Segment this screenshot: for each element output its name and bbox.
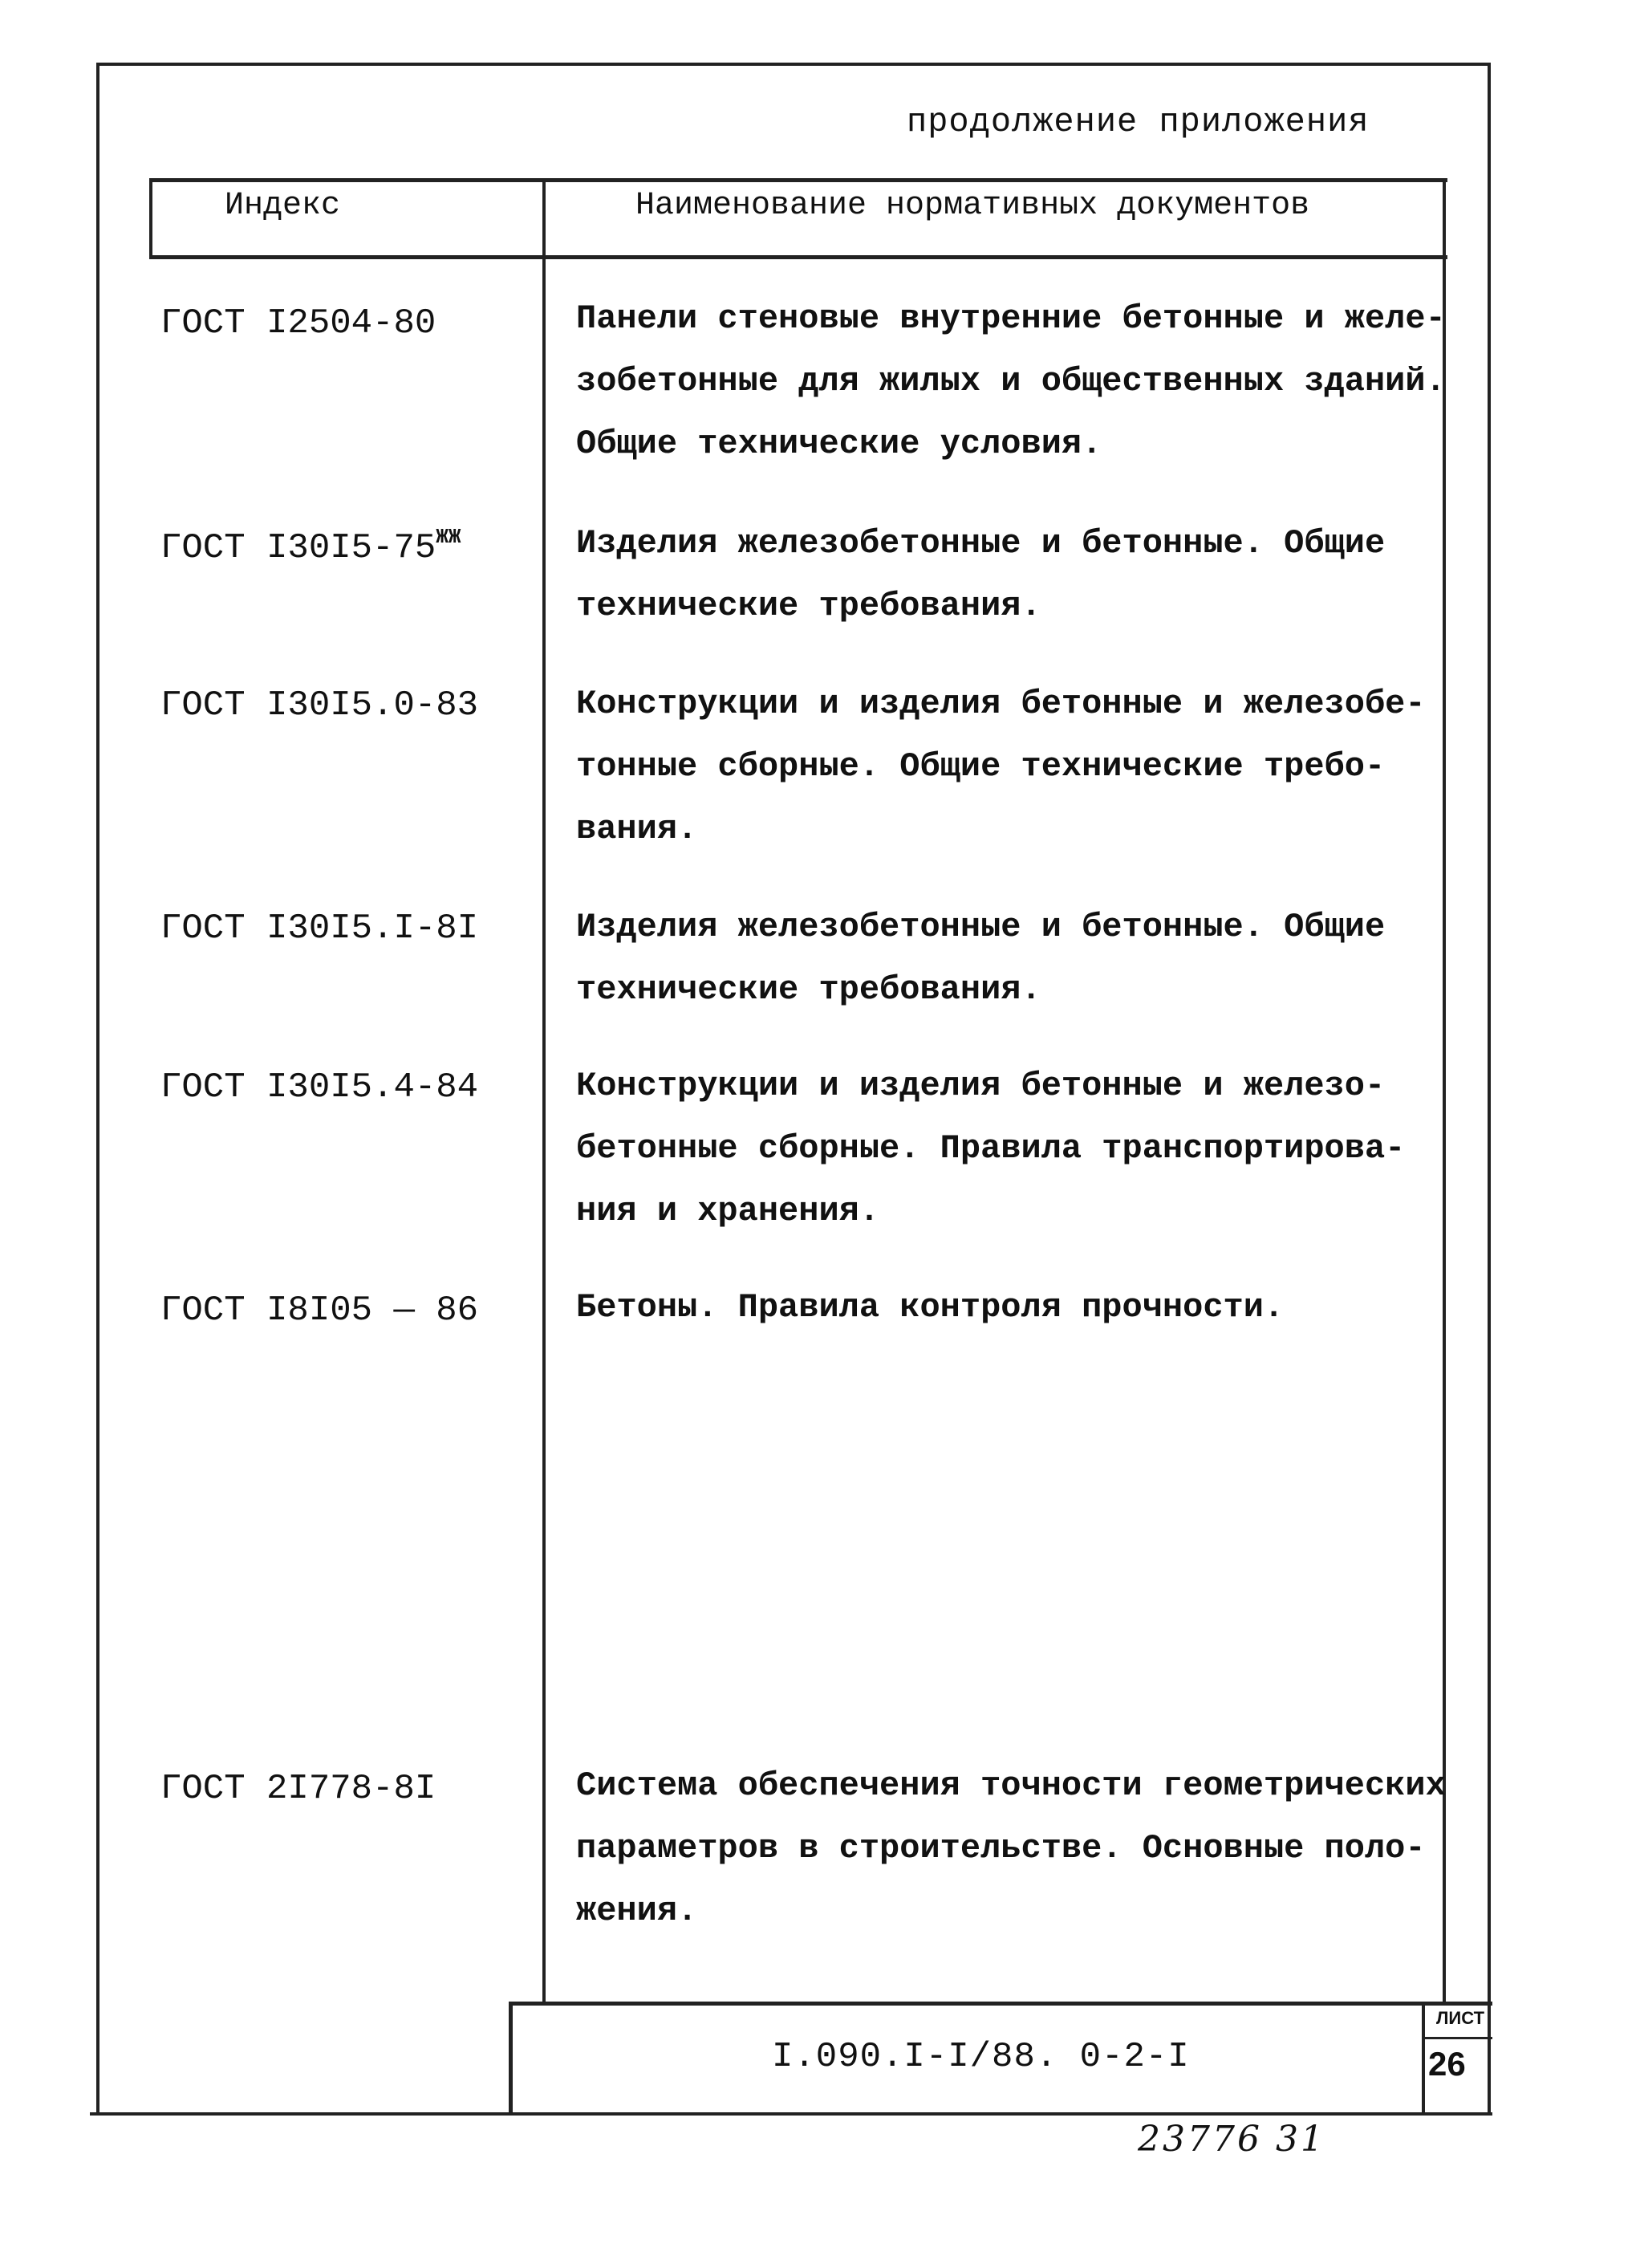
row-description-5: Конструкции и изделия бетонные и железо- бетонные сборные. Правила транспортирова- ния и хранения.: [576, 1067, 1406, 1230]
sheet-label: ЛИСТ: [1436, 2008, 1485, 2028]
row-index-6: ГОСТ I8I05 — 86: [160, 1290, 479, 1331]
row-index-1: ГОСТ I2504-80: [160, 303, 436, 343]
sheet-number: 26: [1428, 2045, 1466, 2083]
continuation-heading: продолжение приложения: [907, 103, 1370, 141]
table-column-divider: [542, 178, 546, 2005]
table-top-border: [149, 178, 1447, 182]
row-index-5: ГОСТ I30I5.4-84: [160, 1067, 479, 1108]
column-header-name: Наименование нормативных документов: [635, 188, 1310, 224]
sheet-cell-divider: [1422, 2037, 1492, 2039]
handwritten-note: 23776 31: [1138, 2119, 1325, 2160]
row-index-2: ГОСТ $I30I5-75^{ЖЖ}$: [160, 525, 461, 568]
row-description-4: Изделия железобетонные и бетонные. Общие технические требования.: [576, 908, 1386, 1009]
row-description-2: Изделия железобетонные и бетонные. Общие технические требования.: [576, 524, 1386, 625]
table-header-border: [149, 255, 1447, 259]
row-description-7: Система обеспечения точности геометрических параметров в строительстве. Основные поло- жения.: [576, 1766, 1446, 1930]
row-description-3: Конструкции и изделия бетонные и железобе- тонные сборные. Общие технические требо- вания.: [576, 685, 1426, 848]
title-block-separator: [1422, 2002, 1425, 2116]
row-description-6: Бетоны. Правила контроля прочности.: [576, 1288, 1285, 1327]
table-left-border: [149, 178, 152, 258]
row-index-4: ГОСТ I30I5.I-8I: [160, 908, 479, 949]
document-code: I.090.I-I/88. 0-2-I: [772, 2037, 1190, 2077]
column-header-index: Индекс: [225, 188, 341, 224]
row-index-superscript: ЖЖ: [436, 525, 461, 549]
table-right-border: [1443, 178, 1446, 2005]
row-description-1: Панели стеновые внутренние бетонные и желе- зобетонные для жилых и общественных зданий. Общие технические условия.: [576, 299, 1446, 463]
row-index-7: ГОСТ 2I778-8I: [160, 1769, 436, 1809]
row-index-3: ГОСТ I30I5.0-83: [160, 685, 479, 726]
